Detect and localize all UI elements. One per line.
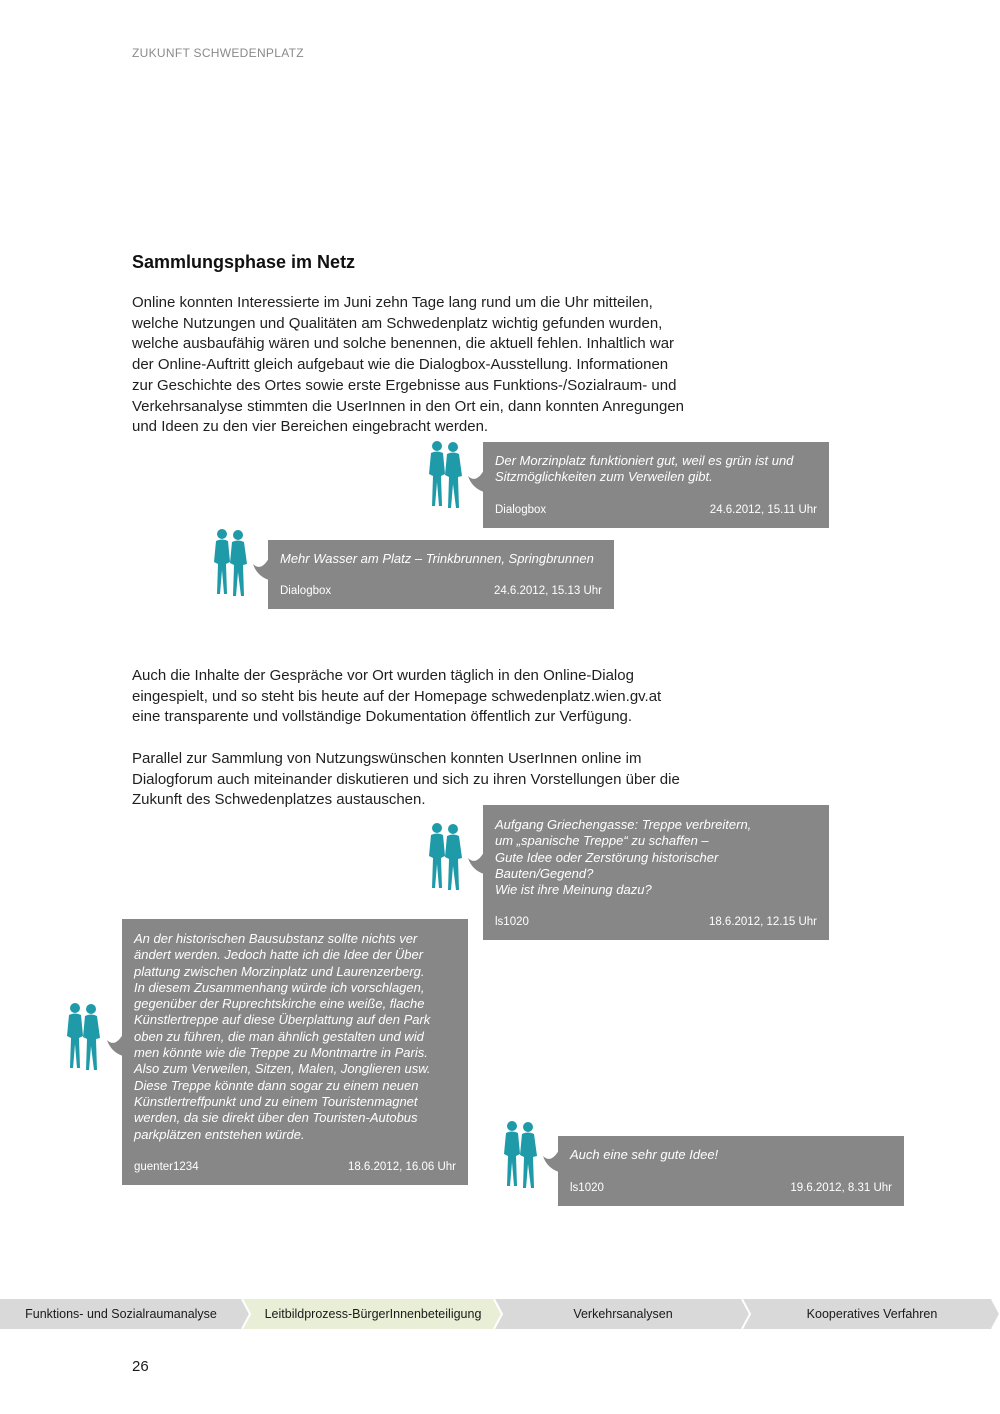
two-people-icon [424, 822, 468, 894]
comment-bubble-3 [483, 805, 829, 940]
figure-icon-2 [209, 528, 253, 600]
comment-author: Dialogbox [495, 504, 547, 516]
comment-bubble-4 [122, 919, 468, 1185]
comment-author: guenter1234 [134, 1161, 199, 1173]
comment-date: 19.6.2012, 8.31 Uhr [790, 1182, 892, 1194]
step-leitbildprozess-active: Leitbildprozess-BürgerInnenbeteiligung [264, 1307, 482, 1321]
body-paragraph-3: Parallel zur Sammlung von Nutzungswünschen konnten UserInnen online im Dialogforum auch miteinander diskutieren und sich zu ihren Vorstellungen über die Zukunft des Schwedenplatzes austauschen. [132, 750, 680, 809]
comment-author: ls1020 [495, 916, 529, 928]
step-kooperatives-verfahren: Kooperatives Verfahren [806, 1307, 938, 1321]
running-header: ZUKUNFT SCHWEDENPLATZ [132, 46, 304, 60]
comment-text: Auch eine sehr gute Idee! [570, 1147, 719, 1162]
two-people-icon [62, 1002, 106, 1074]
comment-author: ls1020 [570, 1182, 604, 1194]
comment-text: An der historischen Bausubstanz sollte nichts ver ändert werden. Jedoch hatte ich die Idee der Über plattung zwischen Morzinplatz und Laurenzerberg. In diesem Zusammenhang würde ich vorschlagen, gegenüber der Ruprechtskirche eine weiße, flache Künstlertreppe auf diese Überplattung auf den Park oben zu führen, die man ähnlich gestalten und wid men könnte wie die Treppe zu Montmartre in Paris. Also zum Verweilen, Sitzen, Malen, Jonglieren usw. Diese Treppe könnte dann sogar zu einem neuen Künstlertreffpunkt und zu einem Touristenmagnet werden, da sie direkt über den Touristen-Autobus parkplätzen entstehen würde. [134, 931, 431, 1142]
bubble-tail-4 [107, 1034, 123, 1056]
page-number: 26 [132, 1358, 149, 1375]
figure-icon-4 [62, 1002, 106, 1074]
section-title: Sammlungsphase im Netz [132, 252, 356, 272]
comment-date: 24.6.2012, 15.13 Uhr [493, 585, 602, 597]
comment-text: Der Morzinplatz funktioniert gut, weil es grün ist und Sitzmöglichkeiten zum Verweilen gibt. [495, 453, 794, 485]
comment-bubble-1 [483, 442, 829, 528]
comment-bubble-2 [268, 540, 614, 609]
comment-text: Aufgang Griechengasse: Treppe verbreitern, um „spanische Treppe“ zu schaffen – Gute Idee oder Zerstörung historischer Bauten/Gegend? Wie ist ihre Meinung dazu? [495, 817, 752, 898]
step-verkehrsanalysen: Verkehrsanalysen [573, 1307, 673, 1321]
comment-bubble-5 [558, 1136, 904, 1206]
comment-date: 18.6.2012, 12.15 Uhr [708, 916, 817, 928]
bubble-tail-5 [543, 1150, 559, 1172]
two-people-icon [499, 1120, 543, 1192]
figure-icon-5 [499, 1120, 543, 1192]
comment-date: 24.6.2012, 15.11 Uhr [709, 504, 817, 516]
bubble-tail-3 [468, 852, 484, 874]
step-funktions-sozialraumanalyse: Funktions- und Sozialraumanalyse [25, 1307, 217, 1321]
two-people-icon [209, 528, 253, 600]
comment-date: 18.6.2012, 16.06 Uhr [347, 1161, 456, 1173]
bubble-tail-2 [253, 558, 269, 580]
body-paragraph-1: Online konnten Interessierte im Juni zehn Tage lang rund um die Uhr mitteilen, welche Nutzungen und Qualitäten am Schwedenplatz wichtig gefunden wurden, welche ausbaufähig wären und solche benennen, die aktuell fehlen. Inhaltlich war der Online-Auftritt gleich aufgebaut wie die Dialogbox-Ausstellung. Informationen zur Geschichte des Ortes sowie erste Ergebnisse aus Funktions-/Sozialraum- und Verkehrsanalyse stimmten die UserInnen in den Ort ein, dann konnten Anregungen und Ideen zu den vier Bereichen eingebracht werden. [132, 294, 685, 436]
figure-icon-1 [424, 440, 468, 512]
process-step-bar [0, 1299, 1000, 1329]
comment-text: Mehr Wasser am Platz – Trinkbrunnen, Springbrunnen [280, 551, 594, 566]
body-paragraph-2: Auch die Inhalte der Gespräche vor Ort wurden täglich in den Online-Dialog eingespielt, und so steht bis heute auf der Homepage schwedenplatz.wien.gv.at eine transparente und vollständige Dokumentation öffentlich zur Verfügung. [132, 667, 662, 726]
figure-icon-3 [424, 822, 468, 894]
bubble-tail-1 [468, 470, 484, 492]
comment-author: Dialogbox [280, 585, 332, 597]
two-people-icon [424, 440, 468, 512]
